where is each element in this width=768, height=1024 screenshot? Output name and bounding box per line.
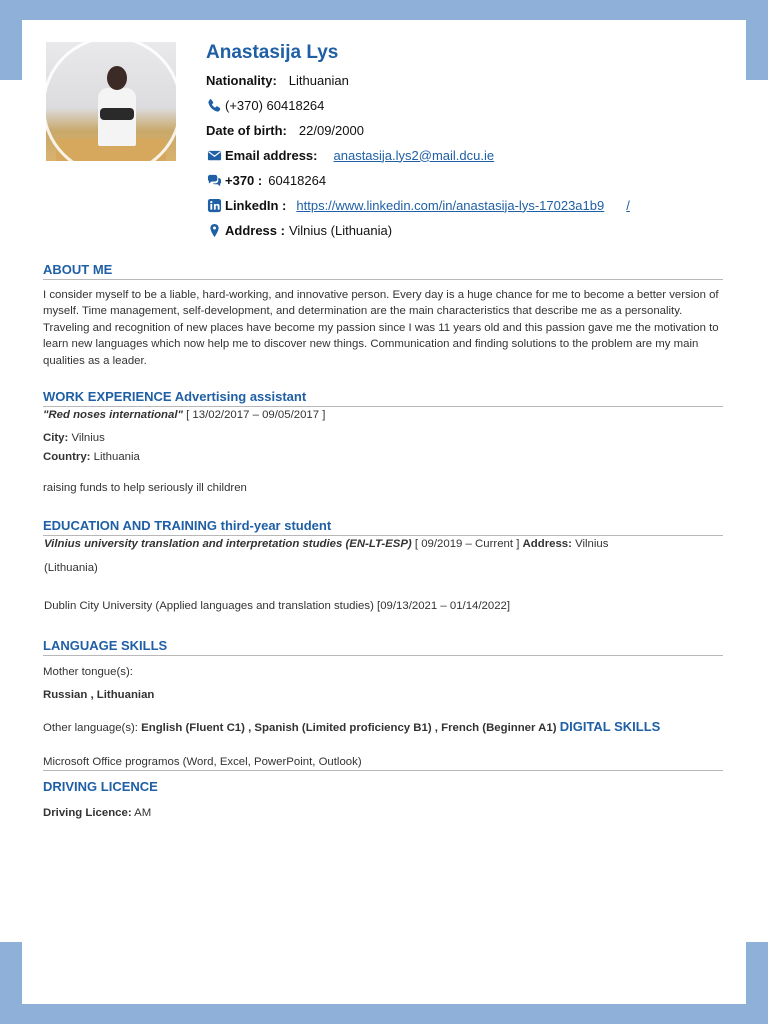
education-address-city: Vilnius [575,538,609,550]
work-dates: [ 13/02/2017 – 09/05/2017 ] [186,409,326,421]
mother-tongue-values: Russian , Lithuanian [43,689,155,701]
linkedin-link-slash[interactable]: / [626,197,630,213]
phone-icon [206,97,222,113]
education-title: EDUCATION AND TRAINING third-year student [43,518,723,536]
frame-left-top-bar [0,0,22,80]
chat-icon [206,172,222,188]
address-row [206,221,392,239]
linkedin-icon [206,197,222,213]
education-school1: Vilnius university translation and interpretation studies (EN-LT-ESP) [44,538,412,550]
driving-line [43,807,151,819]
address-label: Address : [225,222,285,238]
frame-right-top-bar [746,0,768,80]
other-languages-values: English (Fluent C1) , Spanish (Limited proficiency B1) , French (Beginner A1) [141,722,557,734]
driving-label: Driving Licence: [43,807,132,819]
person-name: Anastasija Lys [206,42,339,63]
education-address-label: Address: [522,538,572,550]
work-employer: "Red noses international" [43,409,183,421]
work-country: Lithuania [93,451,140,463]
address-value: Vilnius (Lithuania) [288,222,393,238]
phone-value: (+370) 60418264 [225,97,325,113]
work-city-label: City: [43,432,69,444]
messenger-row [206,171,326,189]
work-country-label: Country: [43,451,91,463]
nationality-label: Nationality: [206,72,277,88]
digital-skills-text: Microsoft Office programos (Word, Excel, PowerPoint, Outlook) [43,756,362,768]
messenger-number: 60418264 [268,172,327,188]
education-school1-dates: [ 09/2019 – Current ] [414,538,520,550]
frame-left-bottom-bar [0,942,22,1024]
email-link[interactable]: anastasija.lys2@mail.dcu.ie [333,147,495,163]
digital-skills-title: DIGITAL SKILLS [559,719,661,734]
photo-ring [46,42,176,161]
nationality-value: Lithuanian [288,72,349,88]
work-description: raising funds to help seriously ill children [43,482,247,494]
work-country-line [43,451,140,463]
linkedin-label: LinkedIn : [225,197,287,213]
education-address-country: (Lithuania) [44,562,98,574]
frame-bottom-bar [0,1004,768,1024]
other-languages-label: Other language(s): [43,722,138,734]
messenger-code: +370 : [225,172,263,188]
phone-row [206,96,324,114]
frame-right-bottom-bar [746,942,768,1024]
location-pin-icon [206,222,222,238]
linkedin-row [206,196,630,214]
email-row [206,146,494,164]
languages-title: LANGUAGE SKILLS [43,638,723,656]
dob-label: Date of birth: [206,122,287,138]
work-city: Vilnius [71,432,105,444]
education-school1-line [44,538,608,550]
dob-value: 22/09/2000 [298,122,364,138]
education-school2: Dublin City University (Applied languages and translation studies) [09/13/2021 – 01/14/2022] [44,600,511,612]
nationality-row [206,71,349,89]
dob-row [206,121,364,139]
linkedin-link[interactable]: https://www.linkedin.com/in/anastasija-lys-17023a1b9 [296,197,605,213]
driving-value: AM [134,807,152,819]
driving-title: DRIVING LICENCE [43,779,158,794]
work-employer-line [43,409,325,421]
work-city-line [43,432,105,444]
profile-photo [46,42,176,161]
envelope-icon [206,147,222,163]
mother-tongue-label: Mother tongue(s): [43,666,133,678]
work-title: WORK EXPERIENCE Advertising assistant [43,389,723,407]
frame-top-bar [0,0,768,20]
about-title: ABOUT ME [43,262,723,280]
other-languages-line [43,719,660,737]
about-text: I consider myself to be a liable, hard-working, and innovative person. Every day is a huge chance for me to become a better version of myself. Time management, self-development, and determination are the main characteristics that describe me as a personality. Traveling and recognition of new places have become my passion since I was 11 years old and this passion gave me the motivation to learn new languages which now help me to discover new things. Communication and finding solutions to the problem are my main qualities as a leader. [43,289,719,367]
email-label: Email address: [225,147,318,163]
digital-skills-divider [43,770,723,771]
